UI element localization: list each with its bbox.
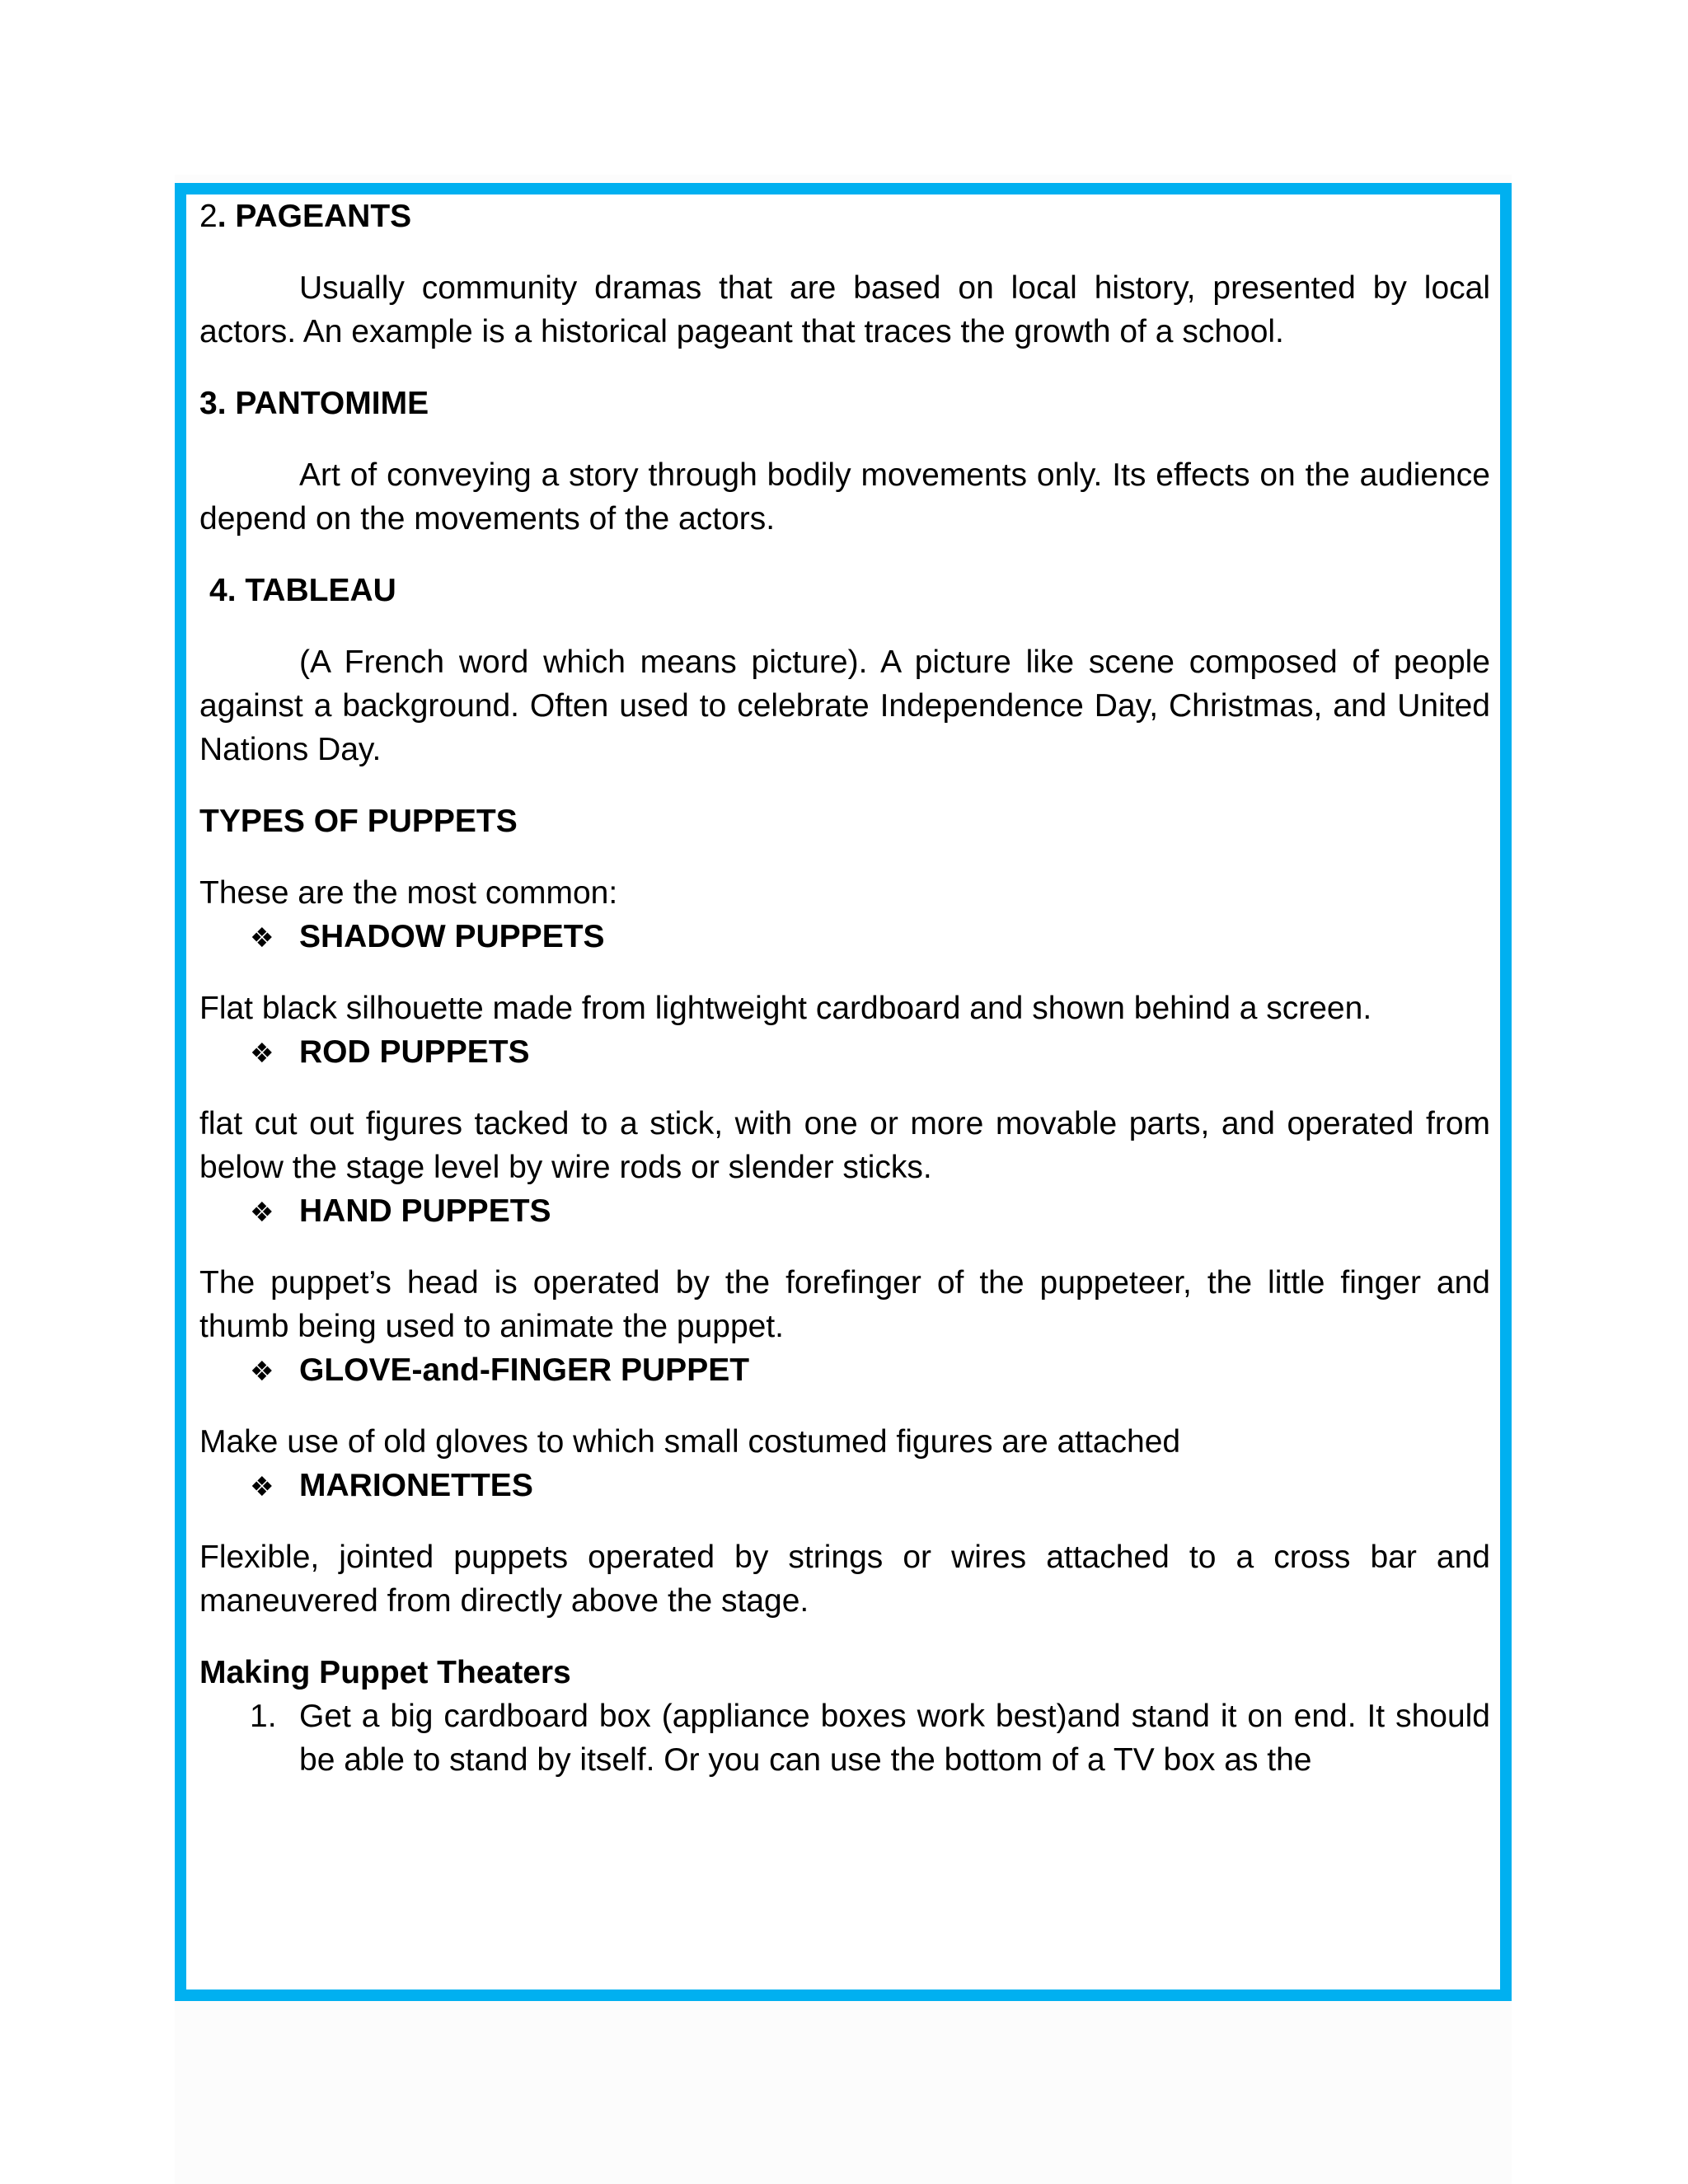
puppets-heading: TYPES OF PUPPETS	[199, 804, 518, 839]
step-text: Get a big cardboard box (appliance boxes work best)and stand it on end. It should be able to stand by itself. Or you can use the bottom of a TV box as the	[299, 1699, 1490, 1778]
puppet-name: HAND PUPPETS	[299, 1193, 551, 1229]
puppet-name: ROD PUPPETS	[299, 1034, 530, 1070]
puppet-name: MARIONETTES	[299, 1468, 533, 1503]
step-number: 1.	[250, 1699, 277, 1734]
puppet-description: Flexible, jointed puppets operated by strings or wires attached to a cross bar and maneuvered from directly above the stage.	[199, 1540, 1490, 1619]
theaters-heading: Making Puppet Theaters	[199, 1655, 571, 1690]
theater-step	[199, 1694, 1490, 1782]
puppet-description: Flat black silhouette made from lightweight cardboard and shown behind a screen.	[199, 991, 1372, 1026]
pageants-body: Usually community dramas that are based on local history, presented by local actors. An example is a historical pageant that traces the growth of a school.	[199, 270, 1490, 349]
tableau-heading: 4. TABLEAU	[209, 573, 396, 608]
pantomime-heading: 3. PANTOMIME	[199, 386, 429, 421]
bullet-diamond-icon: ❖	[250, 1355, 274, 1387]
pageants-title: . PAGEANTS	[217, 199, 412, 234]
puppet-description: Make use of old gloves to which small costumed figures are attached	[199, 1424, 1181, 1460]
puppets-intro: These are the most common:	[199, 875, 618, 911]
puppet-description: The puppet’s head is operated by the forefinger of the puppeteer, the little finger and thumb being used to animate the puppet.	[199, 1265, 1490, 1344]
pantomime-body: Art of conveying a story through bodily movements only. Its effects on the audience depend on the movements of the actors.	[199, 457, 1490, 537]
puppet-name: GLOVE-and-FINGER PUPPET	[299, 1352, 750, 1388]
puppet-item-rod	[199, 1030, 1490, 1074]
pageants-heading	[199, 194, 1490, 238]
puppet-item-marionettes	[199, 1464, 1490, 1507]
bullet-diamond-icon: ❖	[250, 1470, 274, 1502]
puppet-item-glove-finger	[199, 1348, 1490, 1392]
puppet-item-hand	[199, 1189, 1490, 1233]
bullet-diamond-icon: ❖	[250, 1196, 274, 1228]
puppet-name: SHADOW PUPPETS	[299, 919, 605, 954]
document-content	[199, 194, 1490, 1782]
pageants-number: 2	[199, 199, 218, 234]
bullet-diamond-icon: ❖	[250, 921, 274, 954]
bullet-diamond-icon: ❖	[250, 1037, 274, 1069]
puppet-item-shadow	[199, 915, 1490, 958]
tableau-body: (A French word which means picture). A picture like scene composed of people against a background. Often used to celebrate Independence Day, Christmas, and United Nations Day.	[199, 644, 1490, 767]
puppet-description: flat cut out figures tacked to a stick, with one or more movable parts, and operated from below the stage level by wire rods or slender sticks.	[199, 1106, 1490, 1185]
